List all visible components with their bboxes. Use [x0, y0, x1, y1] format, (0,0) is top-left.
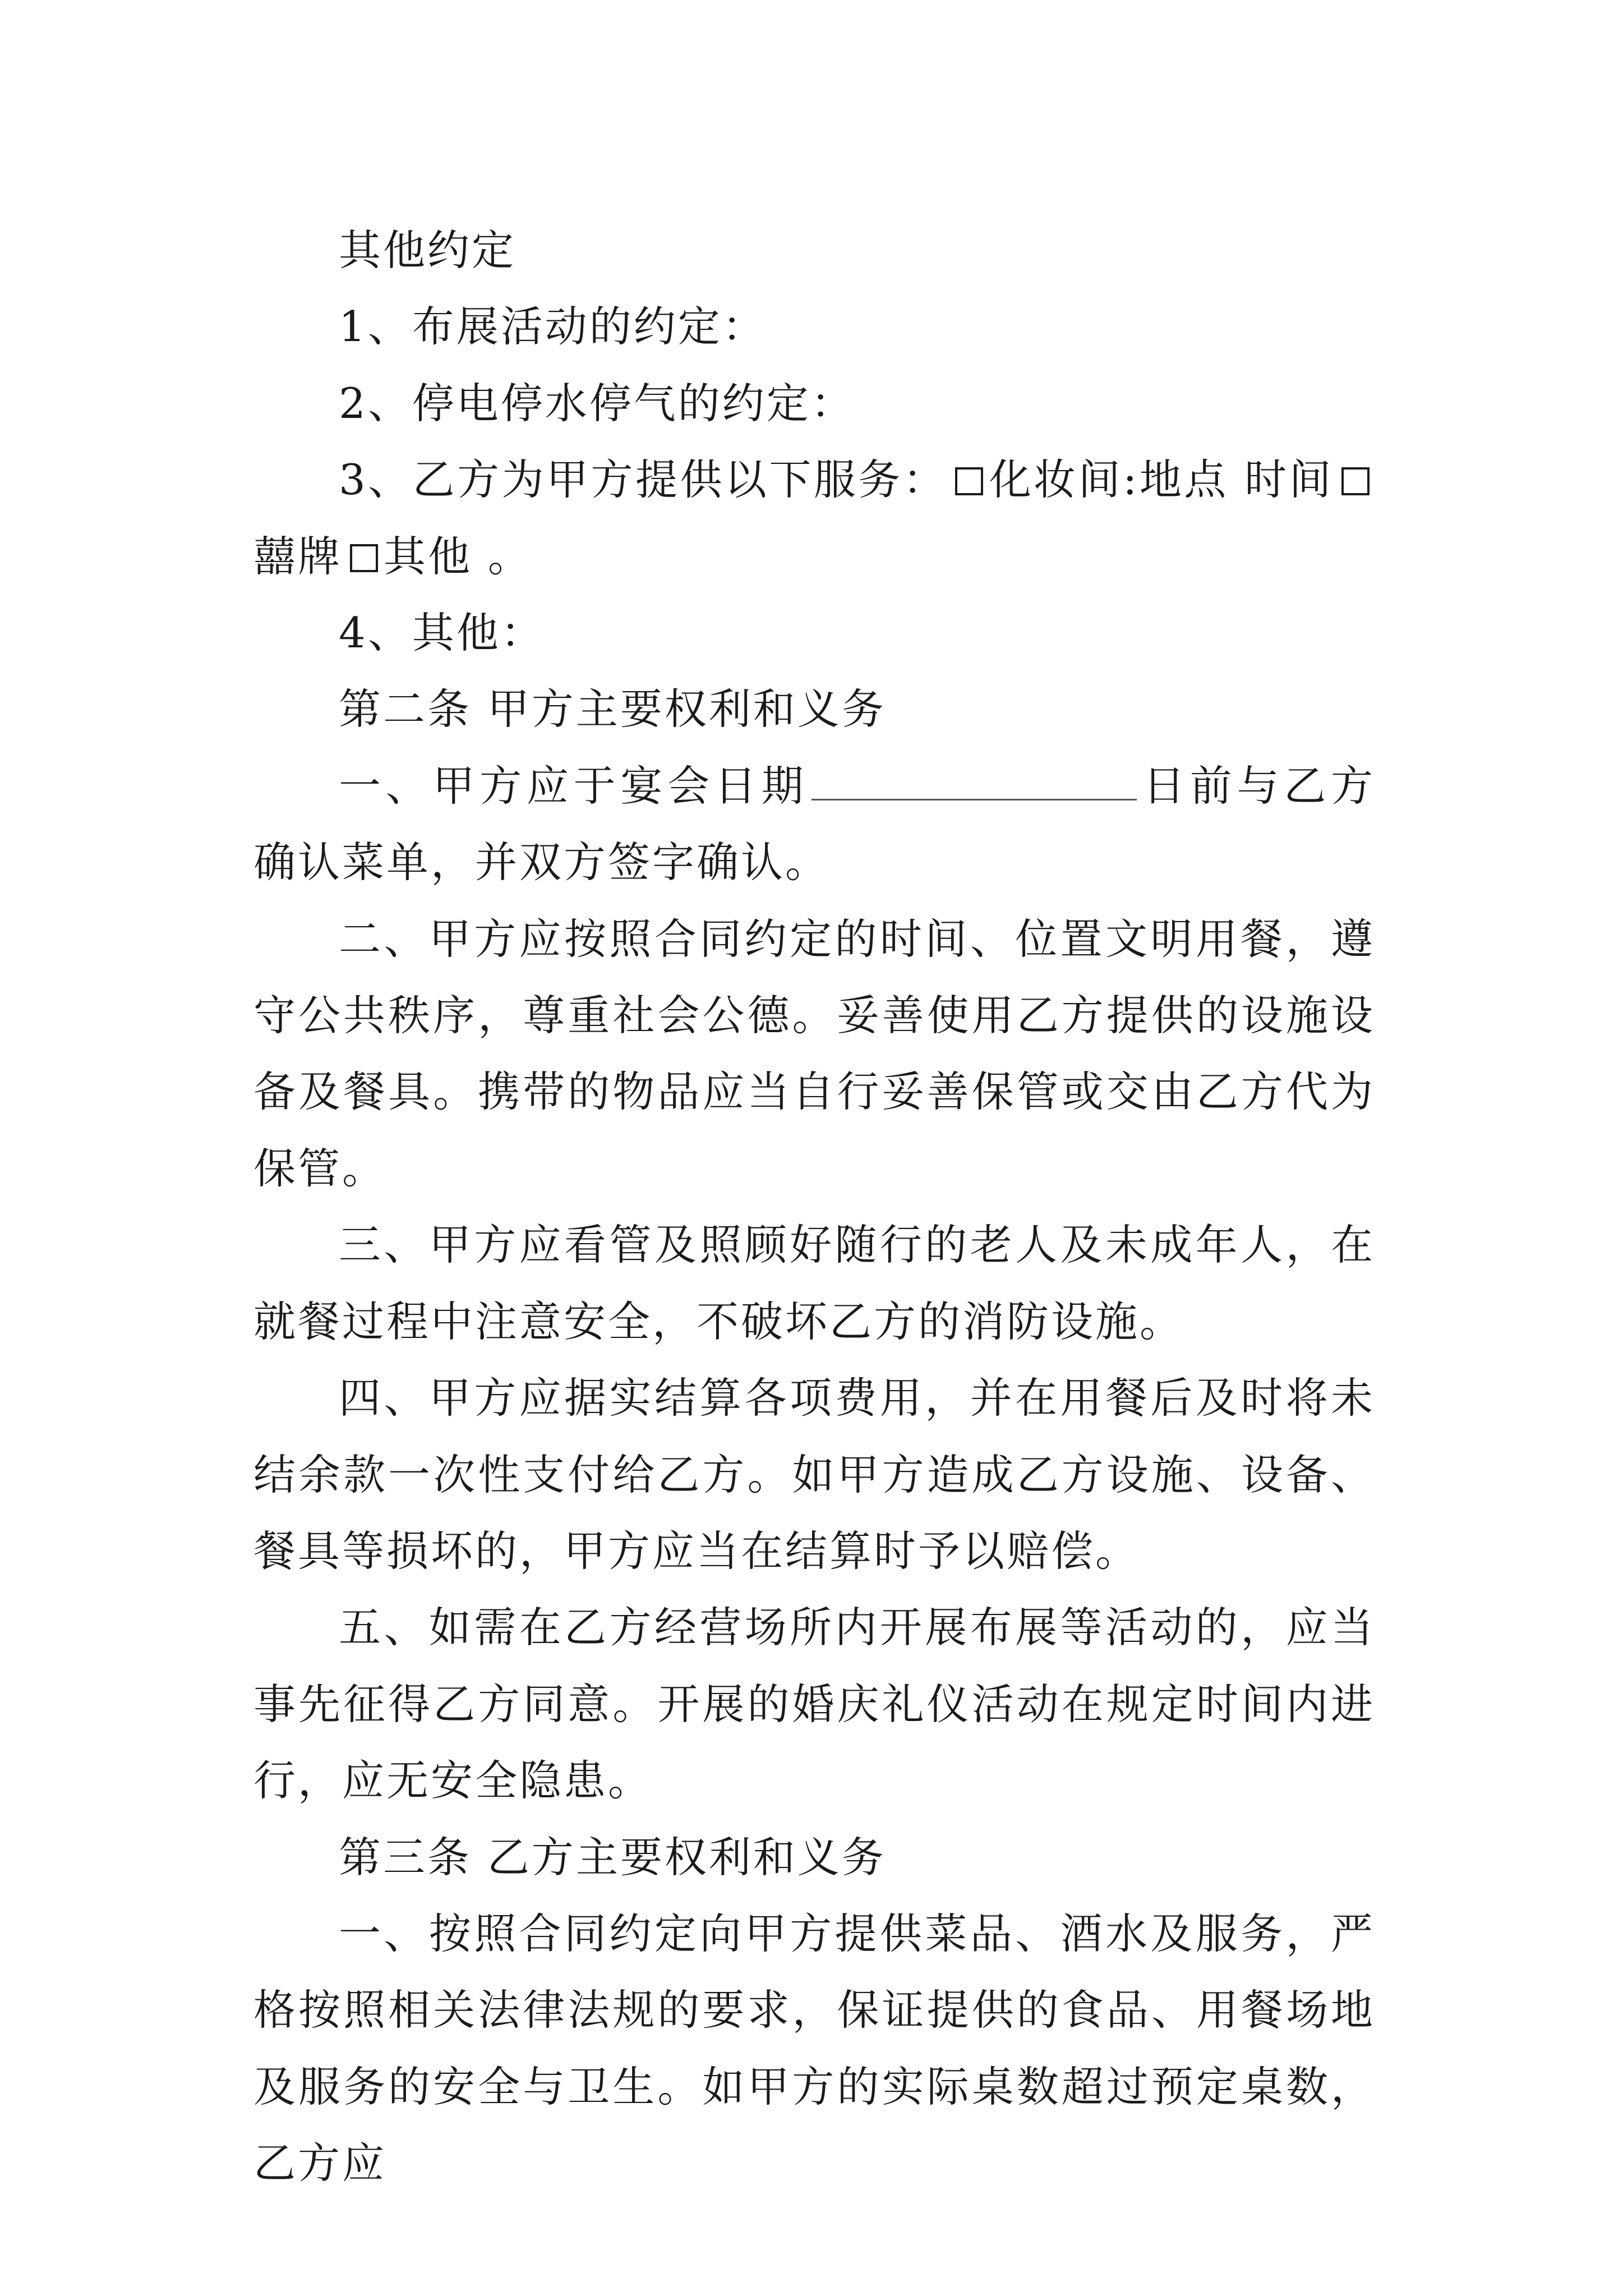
article-2-clause-1 [253, 748, 1375, 901]
item-4-other: 4、其他： [339, 608, 545, 658]
clause-1-text-b: 日前与乙方确认菜单，并双方签字确认。 [253, 761, 1375, 887]
article-3-heading: 第三条 乙方主要权利和义务 [339, 1832, 886, 1882]
article-2-clause-2: 二、甲方应按照合同约定的时间、位置文明用餐，遵守公共秩序，尊重社会公德。妥善使用乙方提供的设施设备及餐具。携带的物品应当自行妥善保管或交由乙方代为保管。 [253, 914, 1375, 1193]
article-2-clause-5: 五、如需在乙方经营场所内开展布展等活动的，应当事先征得乙方同意。开展的婚庆礼仪活动在规定时间内进行，应无安全隐患。 [253, 1603, 1375, 1806]
clause-1-text-a: 一、甲方应于宴会日期 [339, 761, 809, 811]
item-3-services [253, 441, 1375, 595]
article-2-clause-3: 三、甲方应看管及照顾好随行的老人及未成年人，在就餐过程中注意安全，不破坏乙方的消防设施。 [253, 1220, 1375, 1346]
other-service-label: 其他 。 [384, 531, 532, 581]
banquet-date-blank[interactable] [811, 760, 1137, 800]
item-2-utility-outage: 2、停电停水停气的约定： [339, 378, 855, 428]
article-2-heading: 第二条 甲方主要权利和义务 [339, 684, 886, 734]
heading-other-agreements: 其他约定 [339, 226, 517, 275]
item-1-exhibition: 1、布展活动的约定： [339, 302, 767, 352]
wedding-sign-label: 囍牌 [253, 531, 343, 581]
article-2-clause-4: 四、甲方应据实结算各项费用，并在用餐后及时将未结余款一次性支付给乙方。如甲方造成乙方设施、设备、餐具等损坏的，甲方应当在结算时予以赔偿。 [253, 1373, 1375, 1576]
item-3-label: 3、乙方为甲方提供以下服务： [339, 455, 948, 505]
makeup-room-label: 化妆间:地点 时间 [989, 455, 1334, 505]
document-body [253, 212, 1375, 2202]
checkbox-wedding-sign[interactable] [1341, 467, 1370, 495]
checkbox-makeup-room[interactable] [955, 467, 983, 495]
article-3-clause-1: 一、按照合同约定向甲方提供菜品、酒水及服务，严格按照相关法律法规的要求，保证提供的食品、用餐场地及服务的安全与卫生。如甲方的实际桌数超过预定桌数，乙方应 [253, 1908, 1375, 2188]
checkbox-other-service[interactable] [350, 544, 378, 572]
